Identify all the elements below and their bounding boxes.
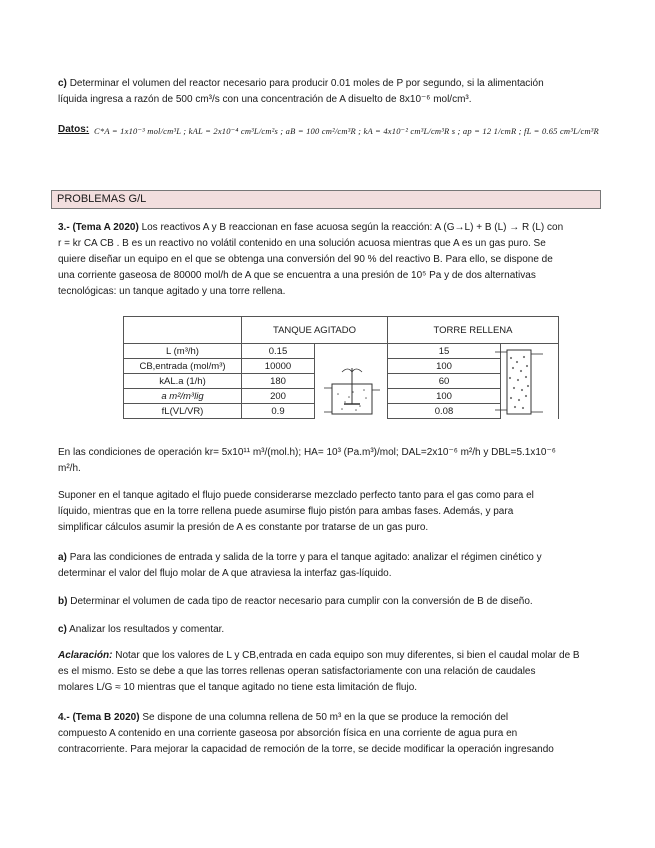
suppose-line2: líquido, mientras que en la torre rellena puede asumirse flujo pistón para ambas fases. Además, y para xyxy=(58,506,514,517)
datos-label: Datos: xyxy=(58,124,90,135)
datos-equation: C*A = 1x10⁻³ mol/cm³L ; kAL = 2x10⁻⁴ cm³L/cm²s ; aB = 100 cm²/cm³R ; kA = 4x10⁻² cm³L/cm³R s ; ap = 12 1/cmR ; fL = 0.65 cm³L/cm³R xyxy=(94,126,599,136)
aclaracion-line1: Notar que los valores de L y CB,entrada en cada equipo son muy diferentes, si bien el caudal molar de B xyxy=(115,650,580,661)
problem4-tema: (Tema B 2020) xyxy=(72,712,140,723)
row-label: CB,entrada (mol/m³) xyxy=(124,359,242,374)
tank-value: 0.9 xyxy=(242,404,315,419)
part-b-text: Determinar el volumen de cada tipo de reactor necesario para cumplir con la conversión de B de diseño. xyxy=(70,596,533,607)
problem3-paragraph xyxy=(58,220,598,300)
part-c-label: c) xyxy=(58,624,67,635)
part-c-top-paragraph xyxy=(58,76,598,108)
tower-value: 15 xyxy=(388,344,501,359)
conditions-paragraph xyxy=(58,445,598,477)
problem4-number: 4.- xyxy=(58,712,70,723)
table-header-row xyxy=(124,317,559,344)
problem4-line3: contracorriente. Para mejorar la capacidad de remoción de la torre, se decide modificar la operación ingresando xyxy=(58,744,554,755)
stirred-tank-diagram xyxy=(320,364,384,420)
problem3-line4: una corriente gaseosa de 80000 mol/h de A que se encuentra a una presión de 10⁵ Pa y de dos alternativas xyxy=(58,270,536,281)
part-a-label: a) xyxy=(58,552,67,563)
aclaracion-label: Aclaración: xyxy=(58,650,113,661)
suppose-line3: simplificar cálculos asumir la presión de A es constante por tratarse de un gas puro. xyxy=(58,522,429,533)
tower-value: 60 xyxy=(388,374,501,389)
aclaracion-line2: es el mismo. Esto se debe a que las torres rellenas operan satisfactoriamente con una relación de caudales xyxy=(58,666,536,677)
table-header-tower: TORRE RELLENA xyxy=(388,317,559,344)
tank-value: 10000 xyxy=(242,359,315,374)
row-label: kAL.a (1/h) xyxy=(124,374,242,389)
section-title: PROBLEMAS G/L xyxy=(57,193,147,205)
tower-value: 100 xyxy=(388,359,501,374)
suppose-paragraph xyxy=(58,488,598,536)
row-label: a m²/m³lig xyxy=(124,389,242,404)
part-b-label: b) xyxy=(58,596,68,607)
tank-value: 0.15 xyxy=(242,344,315,359)
datos-block xyxy=(58,124,618,154)
row-label: L (m³/h) xyxy=(124,344,242,359)
tower-value: 100 xyxy=(388,389,501,404)
part-b-paragraph xyxy=(58,594,598,610)
part-c-text: Analizar los resultados y comentar. xyxy=(69,624,225,635)
problem4-line2: compuesto A contenido en una corriente gaseosa por absorción física en una corriente de agua pura en xyxy=(58,728,518,739)
section-header xyxy=(51,190,601,209)
table-header-empty xyxy=(124,317,242,344)
tower-value: 0.08 xyxy=(388,404,501,419)
tank-value: 180 xyxy=(242,374,315,389)
problem3-line3: quiere diseñar un equipo en el que se obtenga una conversión del 90 % del reactivo B. Para ello, se dispone de xyxy=(58,254,553,265)
suppose-line1: Suponer en el tanque agitado el flujo puede considerarse mezclado perfecto tanto para el gas como para el xyxy=(58,490,534,501)
problem3-tema: (Tema A 2020) xyxy=(72,222,139,233)
aclaracion-paragraph xyxy=(58,648,598,696)
problem3-line2: r = kr CA CB . B es un reactivo no volátil contenido en una solución acuosa mientras que A es un gas puro. Se xyxy=(58,238,546,249)
conditions-line2: m²/h. xyxy=(58,463,81,474)
part-a-line2: determinar el valor del flujo molar de A que atraviesa la interfaz gas-líquido. xyxy=(58,568,392,579)
part-a-line1: Para las condiciones de entrada y salida de la torre y para el tanque agitado: analizar el régimen cinético y xyxy=(69,552,542,563)
part-a-paragraph xyxy=(58,550,598,582)
part-c-paragraph xyxy=(58,622,598,638)
problem4-line1: Se dispone de una columna rellena de 50 m³ en la que se produce la remoción del xyxy=(142,712,509,723)
part-c-top-label: c) xyxy=(58,78,67,89)
part-c-top-line1: Determinar el volumen del reactor necesario para producir 0.01 moles de P por segundo, si la alimentación xyxy=(69,78,544,89)
row-label: fL(VL/VR) xyxy=(124,404,242,419)
aclaracion-line3: molares L/G ≈ 10 mientras que el tanque agitado no tiene esta limitación de flujo. xyxy=(58,682,418,693)
problem3-line1: Los reactivos A y B reaccionan en fase acuosa según la reacción: A (G→L) + B (L) → R (L) con xyxy=(141,222,564,233)
part-c-top-line2: líquida ingresa a razón de 500 cm³/s con una concentración de A disuelto de 8x10⁻⁶ mol/cm³. xyxy=(58,94,472,105)
table-header-tank: TANQUE AGITADO xyxy=(242,317,388,344)
tank-value: 200 xyxy=(242,389,315,404)
problem4-paragraph xyxy=(58,710,598,758)
conditions-line1: En las condiciones de operación kr= 5x10¹¹ m³/(mol.h); HA= 10³ (Pa.m³)/mol; DAL=2x10⁻⁶ m²/h y DBL=5.1x10⁻⁶ xyxy=(58,447,556,458)
problem3-line5: tecnológicas: un tanque agitado y una torre rellena. xyxy=(58,286,286,297)
problem3-number: 3.- xyxy=(58,222,70,233)
packed-tower-diagram xyxy=(493,344,547,420)
